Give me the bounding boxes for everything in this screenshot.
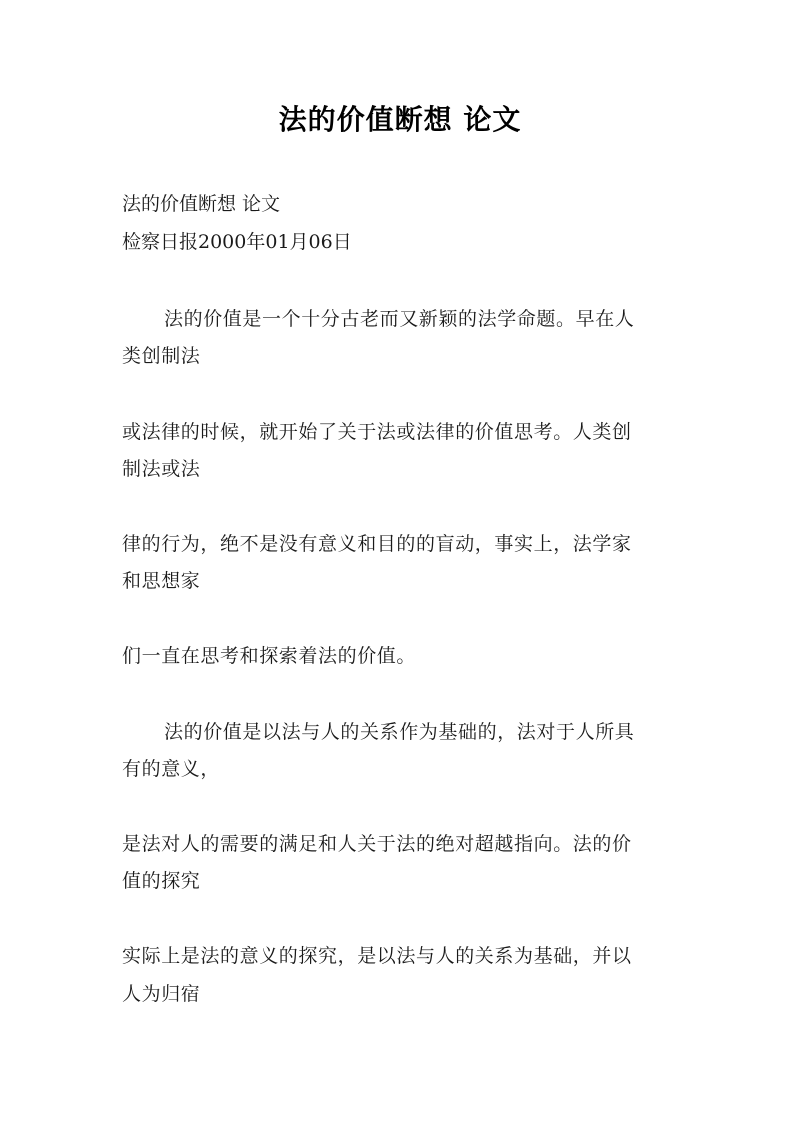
paragraph-line: 实际上是法的意义的探究，是以法与人的关系为基础，并以 — [122, 945, 632, 967]
paragraph-line: 或法律的时候，就开始了关于法或法律的价值思考。人类创 — [122, 421, 632, 443]
document-title: 法的价值断想 论文 — [278, 103, 522, 136]
paragraph-line: 制法或法 — [122, 458, 201, 480]
paragraph-line: 法的价值是以法与人的关系作为基础的，法对于人所具 — [164, 721, 635, 743]
document-source-line: 检察日报2000年01月06日 — [122, 231, 352, 253]
paragraph-line: 值的探究 — [122, 870, 201, 892]
paragraph-line: 法的价值是一个十分古老而又新颖的法学命题。早在人 — [164, 308, 635, 330]
paragraph-line: 人为归宿 — [122, 983, 201, 1005]
paragraph-line: 律的行为，绝不是没有意义和目的的盲动，事实上，法学家 — [122, 533, 632, 555]
paragraph-line: 有的意义， — [122, 758, 221, 780]
paragraph-line: 和思想家 — [122, 570, 201, 592]
paragraph-line: 是法对人的需要的满足和人关于法的绝对超越指向。法的价 — [122, 833, 632, 855]
paragraph-line: 类创制法 — [122, 345, 201, 367]
document-subtitle: 法的价值断想 论文 — [122, 193, 281, 215]
paragraph-line: 们一直在思考和探索着法的价值。 — [122, 645, 417, 667]
